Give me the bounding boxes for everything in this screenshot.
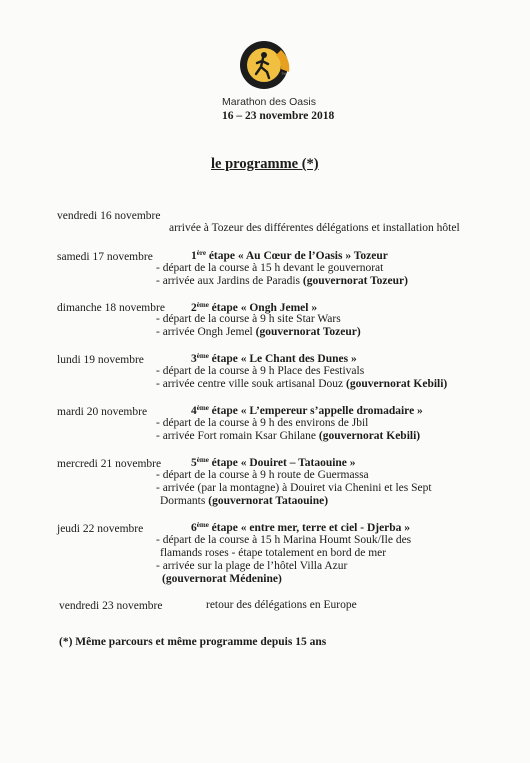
day-line: retour des délégations en Europe bbox=[206, 599, 357, 611]
day-line: - départ de la course à 9 h Place des Festivals bbox=[156, 365, 365, 377]
day-date: vendredi 16 novembre bbox=[57, 210, 161, 222]
marathon-logo bbox=[237, 36, 295, 94]
day-line: - départ de la course à 9 h des environs de Jbil bbox=[156, 417, 369, 429]
day-date: vendredi 23 novembre bbox=[59, 600, 163, 612]
day-date: mercredi 21 novembre bbox=[57, 458, 162, 470]
day-line: - arrivée aux Jardins de Paradis (gouvernorat Tozeur) bbox=[156, 275, 408, 287]
day-line: Dormants (gouvernorat Tataouine) bbox=[160, 495, 329, 507]
day-date: dimanche 18 novembre bbox=[57, 302, 165, 314]
day-line: - arrivée centre ville souk artisanal Douz (gouvernorat Kebili) bbox=[156, 378, 448, 390]
stage-title: 2ème étape « Ongh Jemel » bbox=[191, 301, 318, 314]
stage-title: 6ème étape « entre mer, terre et ciel - Djerba » bbox=[191, 521, 411, 534]
svg-text:™: ™ bbox=[281, 73, 286, 78]
day-date: jeudi 22 novembre bbox=[57, 523, 144, 535]
day-date: samedi 17 novembre bbox=[57, 251, 153, 263]
day-line: - arrivée Ongh Jemel (gouvernorat Tozeur) bbox=[156, 326, 361, 338]
day-line: - départ de la course à 15 h devant le gouvernorat bbox=[156, 262, 384, 274]
day-line: - arrivée Fort romain Ksar Ghilane (gouvernorat Kebili) bbox=[156, 430, 421, 442]
day-line: flamands roses - étape totalement en bord de mer bbox=[160, 547, 387, 559]
day-line: - départ de la course à 9 h route de Guermassa bbox=[156, 469, 369, 481]
stage-title: 3ème étape « Le Chant des Dunes » bbox=[191, 352, 357, 365]
day-line: - arrivée (par la montagne) à Douiret via Chenini et les Sept bbox=[156, 482, 432, 494]
day-line: - arrivée sur la plage de l’hôtel Villa Azur bbox=[156, 560, 348, 572]
day-line: - départ de la course à 15 h Marina Houmt Souk/Ile des bbox=[156, 534, 412, 546]
event-dates: 16 – 23 novembre 2018 bbox=[222, 110, 335, 122]
page-title: le programme (*) bbox=[211, 156, 319, 172]
day-line: - départ de la course à 9 h site Star Wars bbox=[156, 313, 341, 325]
day-line: (gouvernorat Médenine) bbox=[162, 573, 282, 585]
footnote: (*) Même parcours et même programme depuis 15 ans bbox=[59, 636, 327, 648]
brand-name: Marathon des Oasis bbox=[222, 96, 316, 108]
stage-title: 1ère étape « Au Cœur de l’Oasis » Tozeur bbox=[191, 249, 388, 262]
stage-title: 5ème étape « Douiret – Tataouine » bbox=[191, 456, 356, 469]
stage-title: 4ème étape « L’empereur s’appelle dromadaire » bbox=[191, 404, 423, 417]
day-date: mardi 20 novembre bbox=[57, 406, 148, 418]
day-date: lundi 19 novembre bbox=[57, 354, 144, 366]
day-line: arrivée à Tozeur des différentes délégations et installation hôtel bbox=[169, 222, 460, 234]
